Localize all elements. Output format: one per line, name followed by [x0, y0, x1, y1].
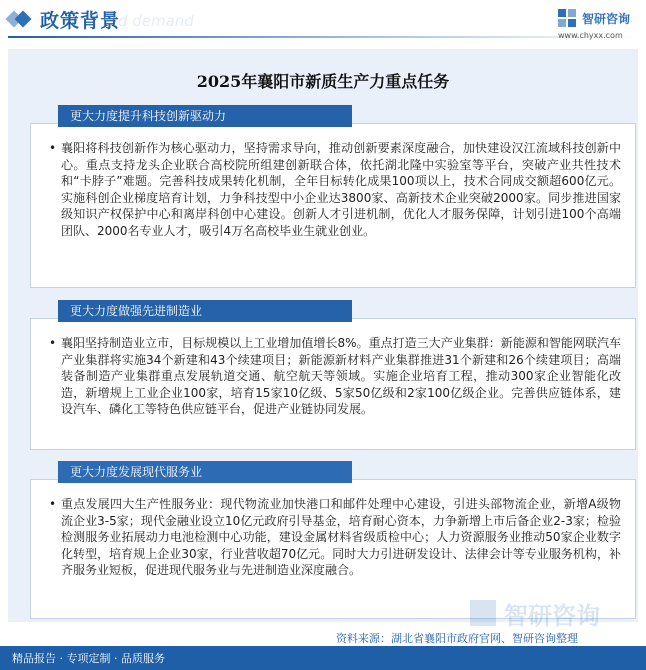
- section-body: 重点发展四大生产性服务业：现代物流业加快港口和邮件处理中心建设，引进头部物流企业，新增A级物流企业3-5家；现代金融业设立10亿元政府引导基金，培育耐心资本，力争新增上市后备企业2-3家；检验检测服务业拓展动力电池检测中心功能，建设金属材料省级质检中心；人力资源服务业推动50家企业数字化转型，培育规上企业30家，行业营收超70亿元。同时大力引进研发设计、法律会计等专业服务机构，补齐服务业短板，促进现代服务业与先进制造业深度融合。: [61, 497, 621, 578]
- section-text-services: [31, 480, 635, 579]
- footer-slogan: 精品报告 · 专项定制 · 品质服务: [12, 652, 165, 665]
- header-divider: [8, 36, 638, 38]
- page-title: 政策背景: [40, 10, 121, 32]
- section-heading-tech-innovation: 更大力度提升科技创新驱动力: [58, 105, 352, 127]
- brand-name: 智研咨询: [582, 12, 631, 26]
- section-body: 襄阳将科技创新作为核心驱动力，坚持需求导向，推动创新要素深度融合，加快建设汉江流域科技创新中心。重点支持龙头企业联合高校院所组建创新联合体，依托湖北隆中实验室等平台，突破产业共性技术和“卡脖子”难题。完善科技成果转化机制，全年目标转化成果100项以上，技术合同成交额超600亿元。实施科创企业梯度培育计划，力争科技型中小企业达3800家、高新技术企业突破2000家。同步推进国家级知识产权保护中心和离岸科创中心建设。创新人才引进机制，优化人才服务保障，计划引进100个高端团队、2000名专业人才，吸引4万名高校毕业生就业创业。: [61, 141, 621, 238]
- watermark-logo-icon: [470, 600, 496, 626]
- footer-watermark: [470, 594, 640, 634]
- section-text-tech-innovation: [31, 124, 635, 240]
- footer-bar: [0, 646, 646, 670]
- header-watermark: d demand: [118, 12, 194, 30]
- bullet-icon: •: [49, 497, 57, 511]
- section-box-tech-innovation: [30, 123, 636, 288]
- brand-logo-icon: [558, 9, 578, 29]
- brand-url: www.chyxx.com: [558, 31, 623, 40]
- data-source: 资料来源：湖北省襄阳市政府官网、智研咨询整理: [336, 632, 578, 645]
- bullet-icon: •: [49, 336, 57, 350]
- section-heading-manufacturing: 更大力度做强先进制造业: [58, 300, 352, 322]
- section-box-manufacturing: [30, 318, 636, 450]
- main-title: 2025年襄阳市新质生产力重点任务: [196, 72, 450, 91]
- bullet-icon: •: [49, 141, 57, 155]
- section-text-manufacturing: [31, 319, 635, 418]
- page-header: [0, 0, 646, 46]
- brand-logo[interactable]: [558, 7, 640, 41]
- section-body: 襄阳坚持制造业立市，目标规模以上工业增加值增长8%。重点打造三大产业集群：新能源和智能网联汽车产业集群将实施34个新建和43个续建项目；新能源新材料产业集群推进31个新建和26个续建项目；高端装备制造产业集群重点发展轨道交通、航空航天等领域。实施企业培育工程，推动300家企业智能化改造，新增规上工业企业100家，培育15家10亿级、5家50亿级和2家100亿级企业。完善供应链体系，建设汽车、磷化工等特色供应链平台，促进产业链协同发展。: [61, 336, 621, 417]
- diamond-decoration-icon: [8, 10, 32, 30]
- watermark-text: 智研咨询: [504, 602, 600, 630]
- section-heading-services: 更大力度发展现代服务业: [58, 461, 352, 483]
- content-panel: [8, 49, 638, 622]
